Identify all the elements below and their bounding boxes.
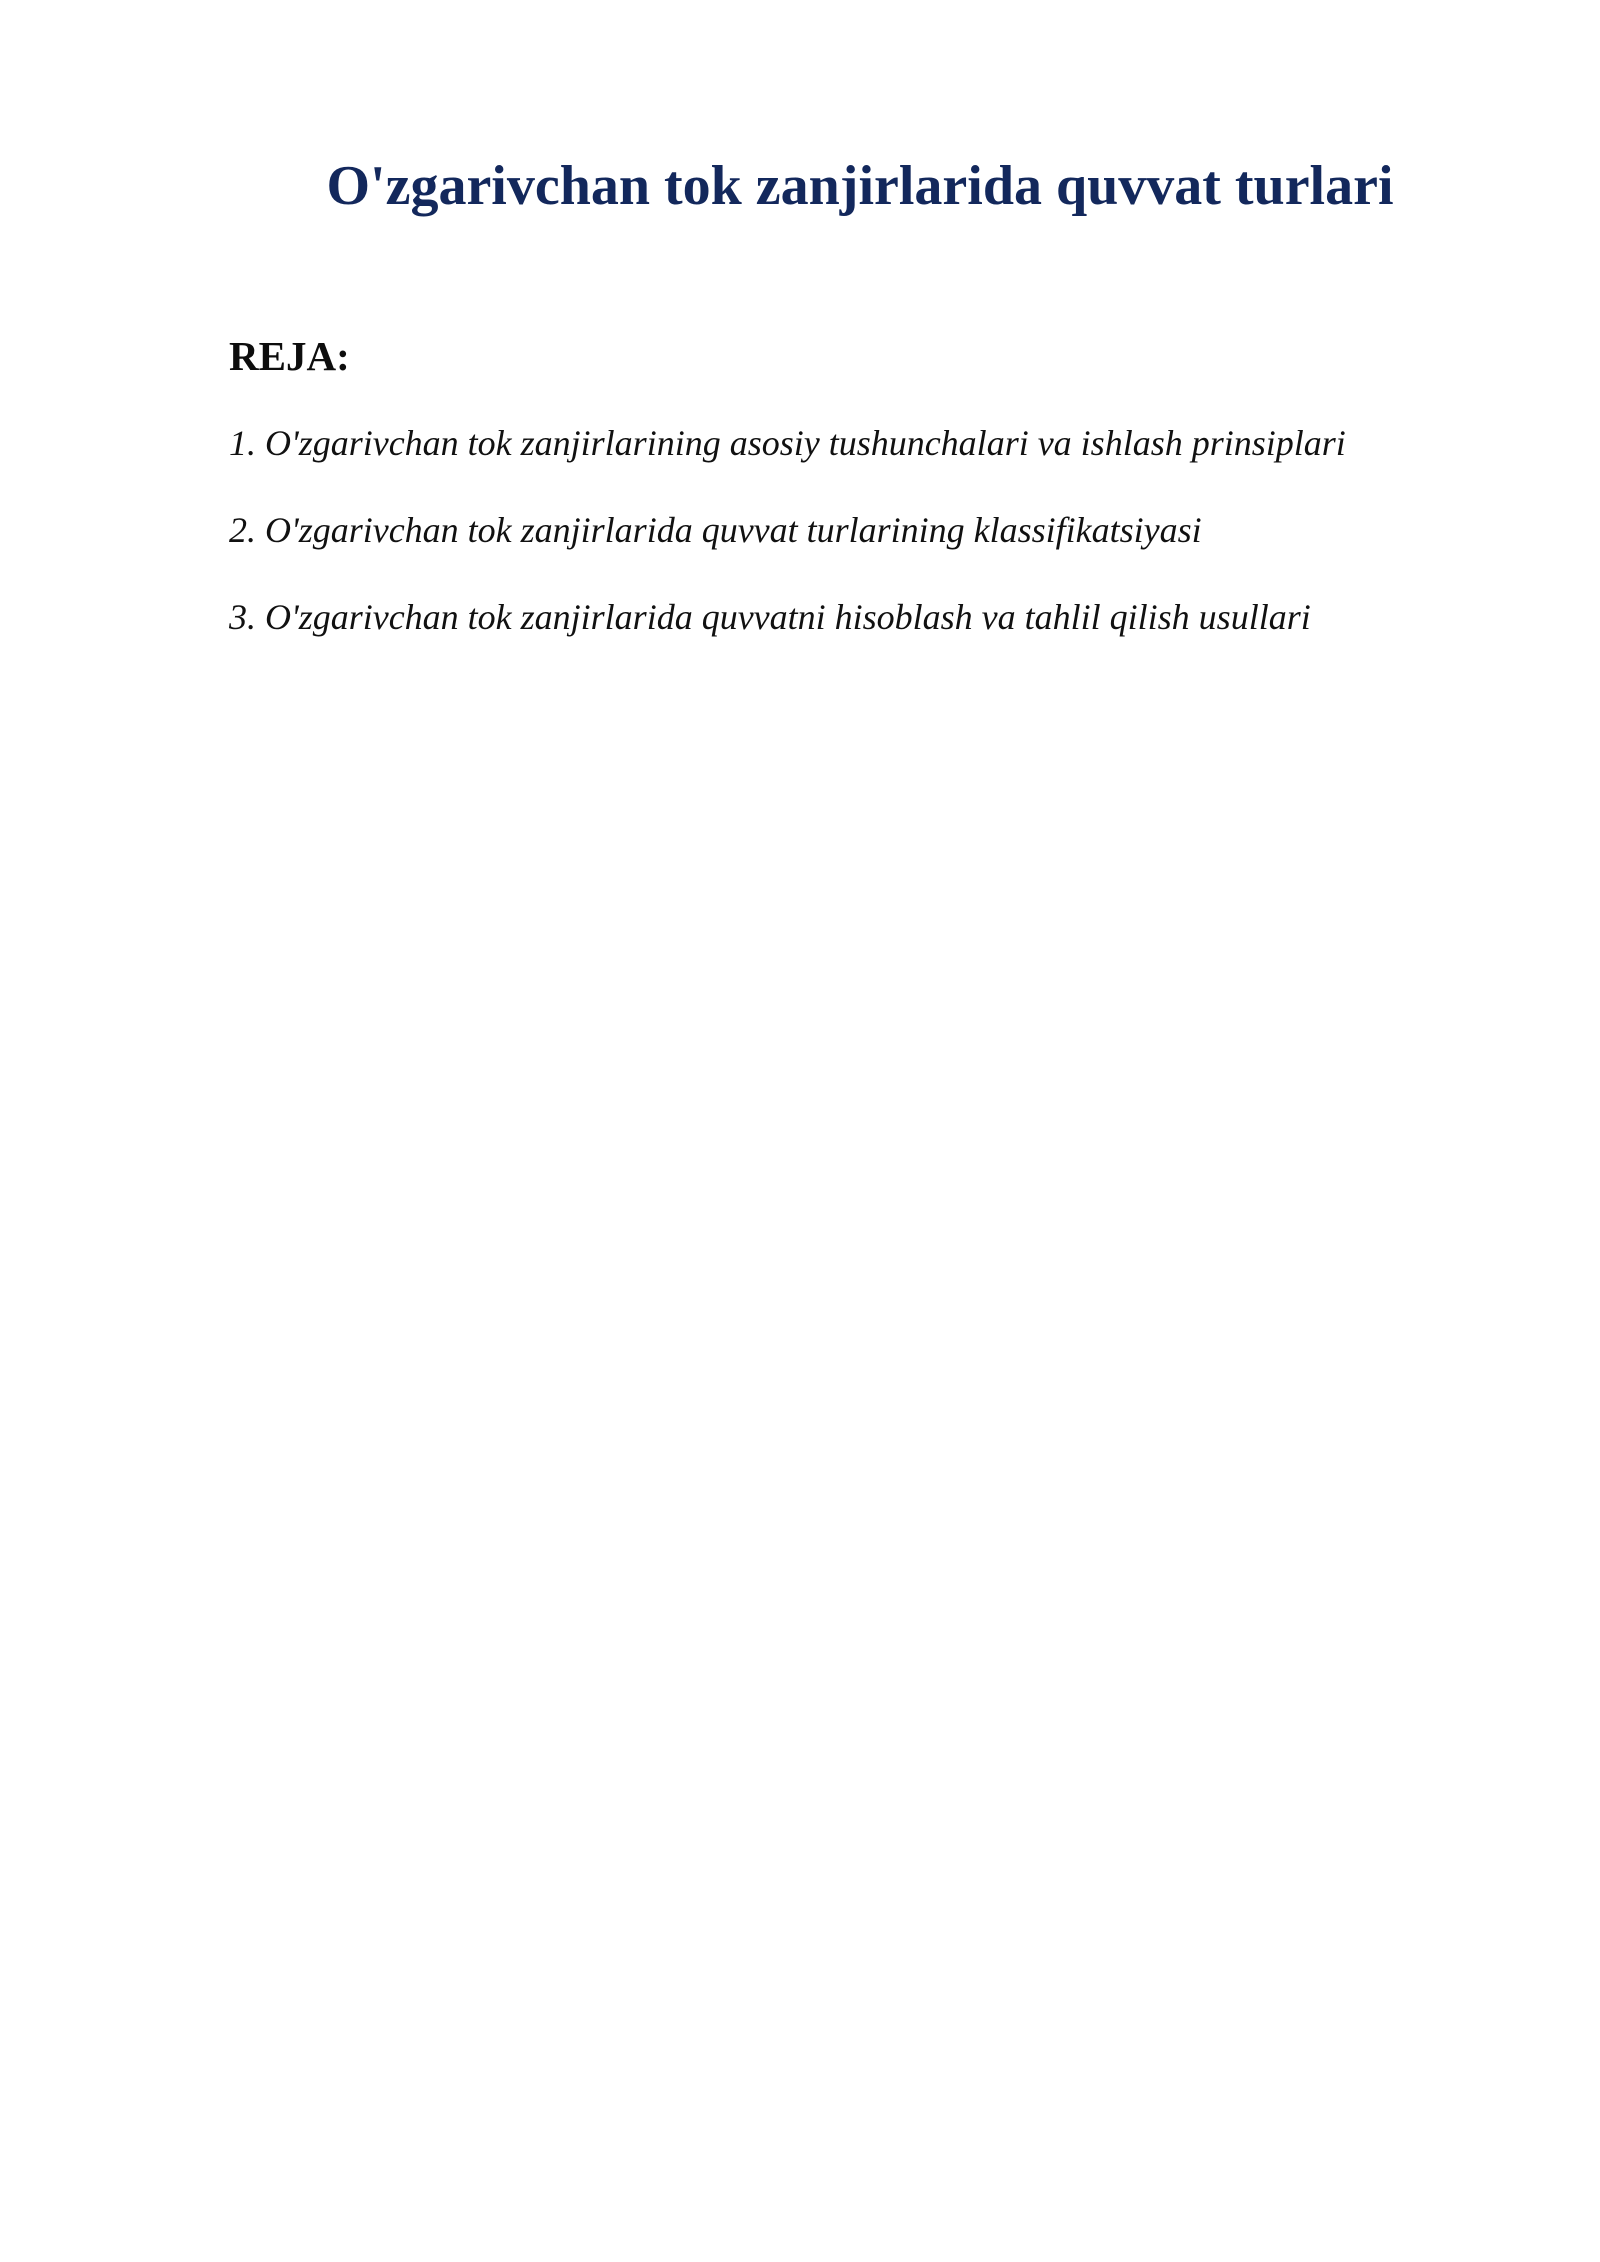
plan-item-3: 3. O'zgarivchan tok zanjirlarida quvvatni hisoblash va tahlil qilish usullari	[229, 597, 1311, 637]
plan-list	[229, 420, 1509, 681]
plan-item-1: 1. O'zgarivchan tok zanjirlarining asosiy tushunchalari va ishlash prinsiplari	[229, 423, 1346, 463]
plan-item-2: 2. O'zgarivchan tok zanjirlarida quvvat turlarining klassifikatsiyasi	[229, 510, 1202, 550]
plan-heading: REJA:	[229, 333, 350, 379]
page-title: O'zgarivchan tok zanjirlarida quvvat turlari	[326, 155, 1394, 217]
